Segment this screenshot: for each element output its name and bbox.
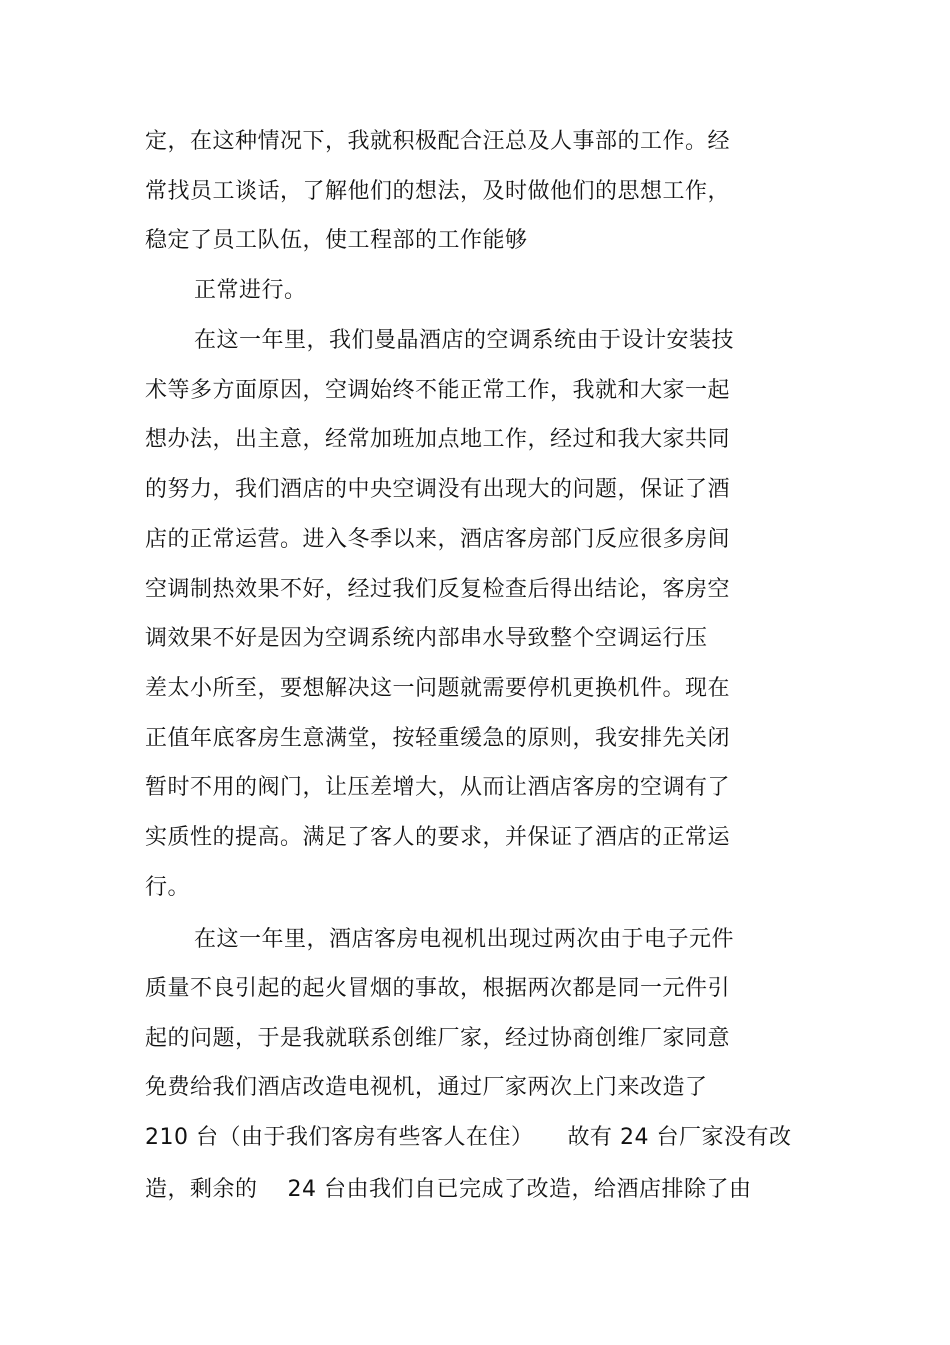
text-line: 在这一年里，酒店客房电视机出现过两次由于电子元件 [194, 927, 735, 952]
text-line: 免费给我们酒店改造电视机，通过厂家两次上门来改造了 [145, 1075, 708, 1100]
text-line: 的努力，我们酒店的中央空调没有出现大的问题，保证了酒 [145, 477, 731, 502]
text-line: 暂时不用的阀门，让压差增大，从而让酒店客房的空调有了 [145, 775, 731, 800]
text-line: 正值年底客房生意满堂，按轻重缓急的原则，我安排先关闭 [145, 726, 731, 751]
text-line: 调效果不好是因为空调系统内部串水导致整个空调运行压 [145, 626, 708, 651]
text-line: 术等多方面原因，空调始终不能正常工作，我就和大家一起 [145, 378, 731, 403]
text-line: 质量不良引起的起火冒烟的事故，根据两次都是同一元件引 [145, 976, 731, 1001]
text-line: 差太小所至，要想解决这一问题就需要停机更换机件。现在 [145, 676, 731, 701]
text-line: 常找员工谈话，了解他们的想法，及时做他们的思想工作， [145, 179, 731, 204]
text-line: 造，剩余的 24 台由我们自已完成了改造，给酒店排除了由 [145, 1177, 752, 1202]
text-line: 稳定了员工队伍，使工程部的工作能够 [145, 228, 528, 253]
text-line: 210 台（由于我们客房有些客人在住） 故有 24 台厂家没有改 [145, 1125, 792, 1150]
text-line: 正常进行。 [194, 278, 307, 303]
text-line: 空调制热效果不好，经过我们反复检查后得出结论，客房空 [145, 577, 731, 602]
text-line: 行。 [145, 875, 191, 900]
text-line: 实质性的提高。满足了客人的要求，并保证了酒店的正常运 [145, 825, 731, 850]
text-line: 定，在这种情况下，我就积极配合汪总及人事部的工作。经 [145, 129, 731, 154]
text-line: 想办法，出主意，经常加班加点地工作，经过和我大家共同 [145, 427, 731, 452]
text-line: 店的正常运营。进入冬季以来，酒店客房部门反应很多房间 [145, 527, 731, 552]
text-line: 在这一年里，我们曼晶酒店的空调系统由于设计安装技 [194, 328, 735, 353]
text-line: 起的问题，于是我就联系创维厂家，经过协商创维厂家同意 [145, 1026, 731, 1051]
